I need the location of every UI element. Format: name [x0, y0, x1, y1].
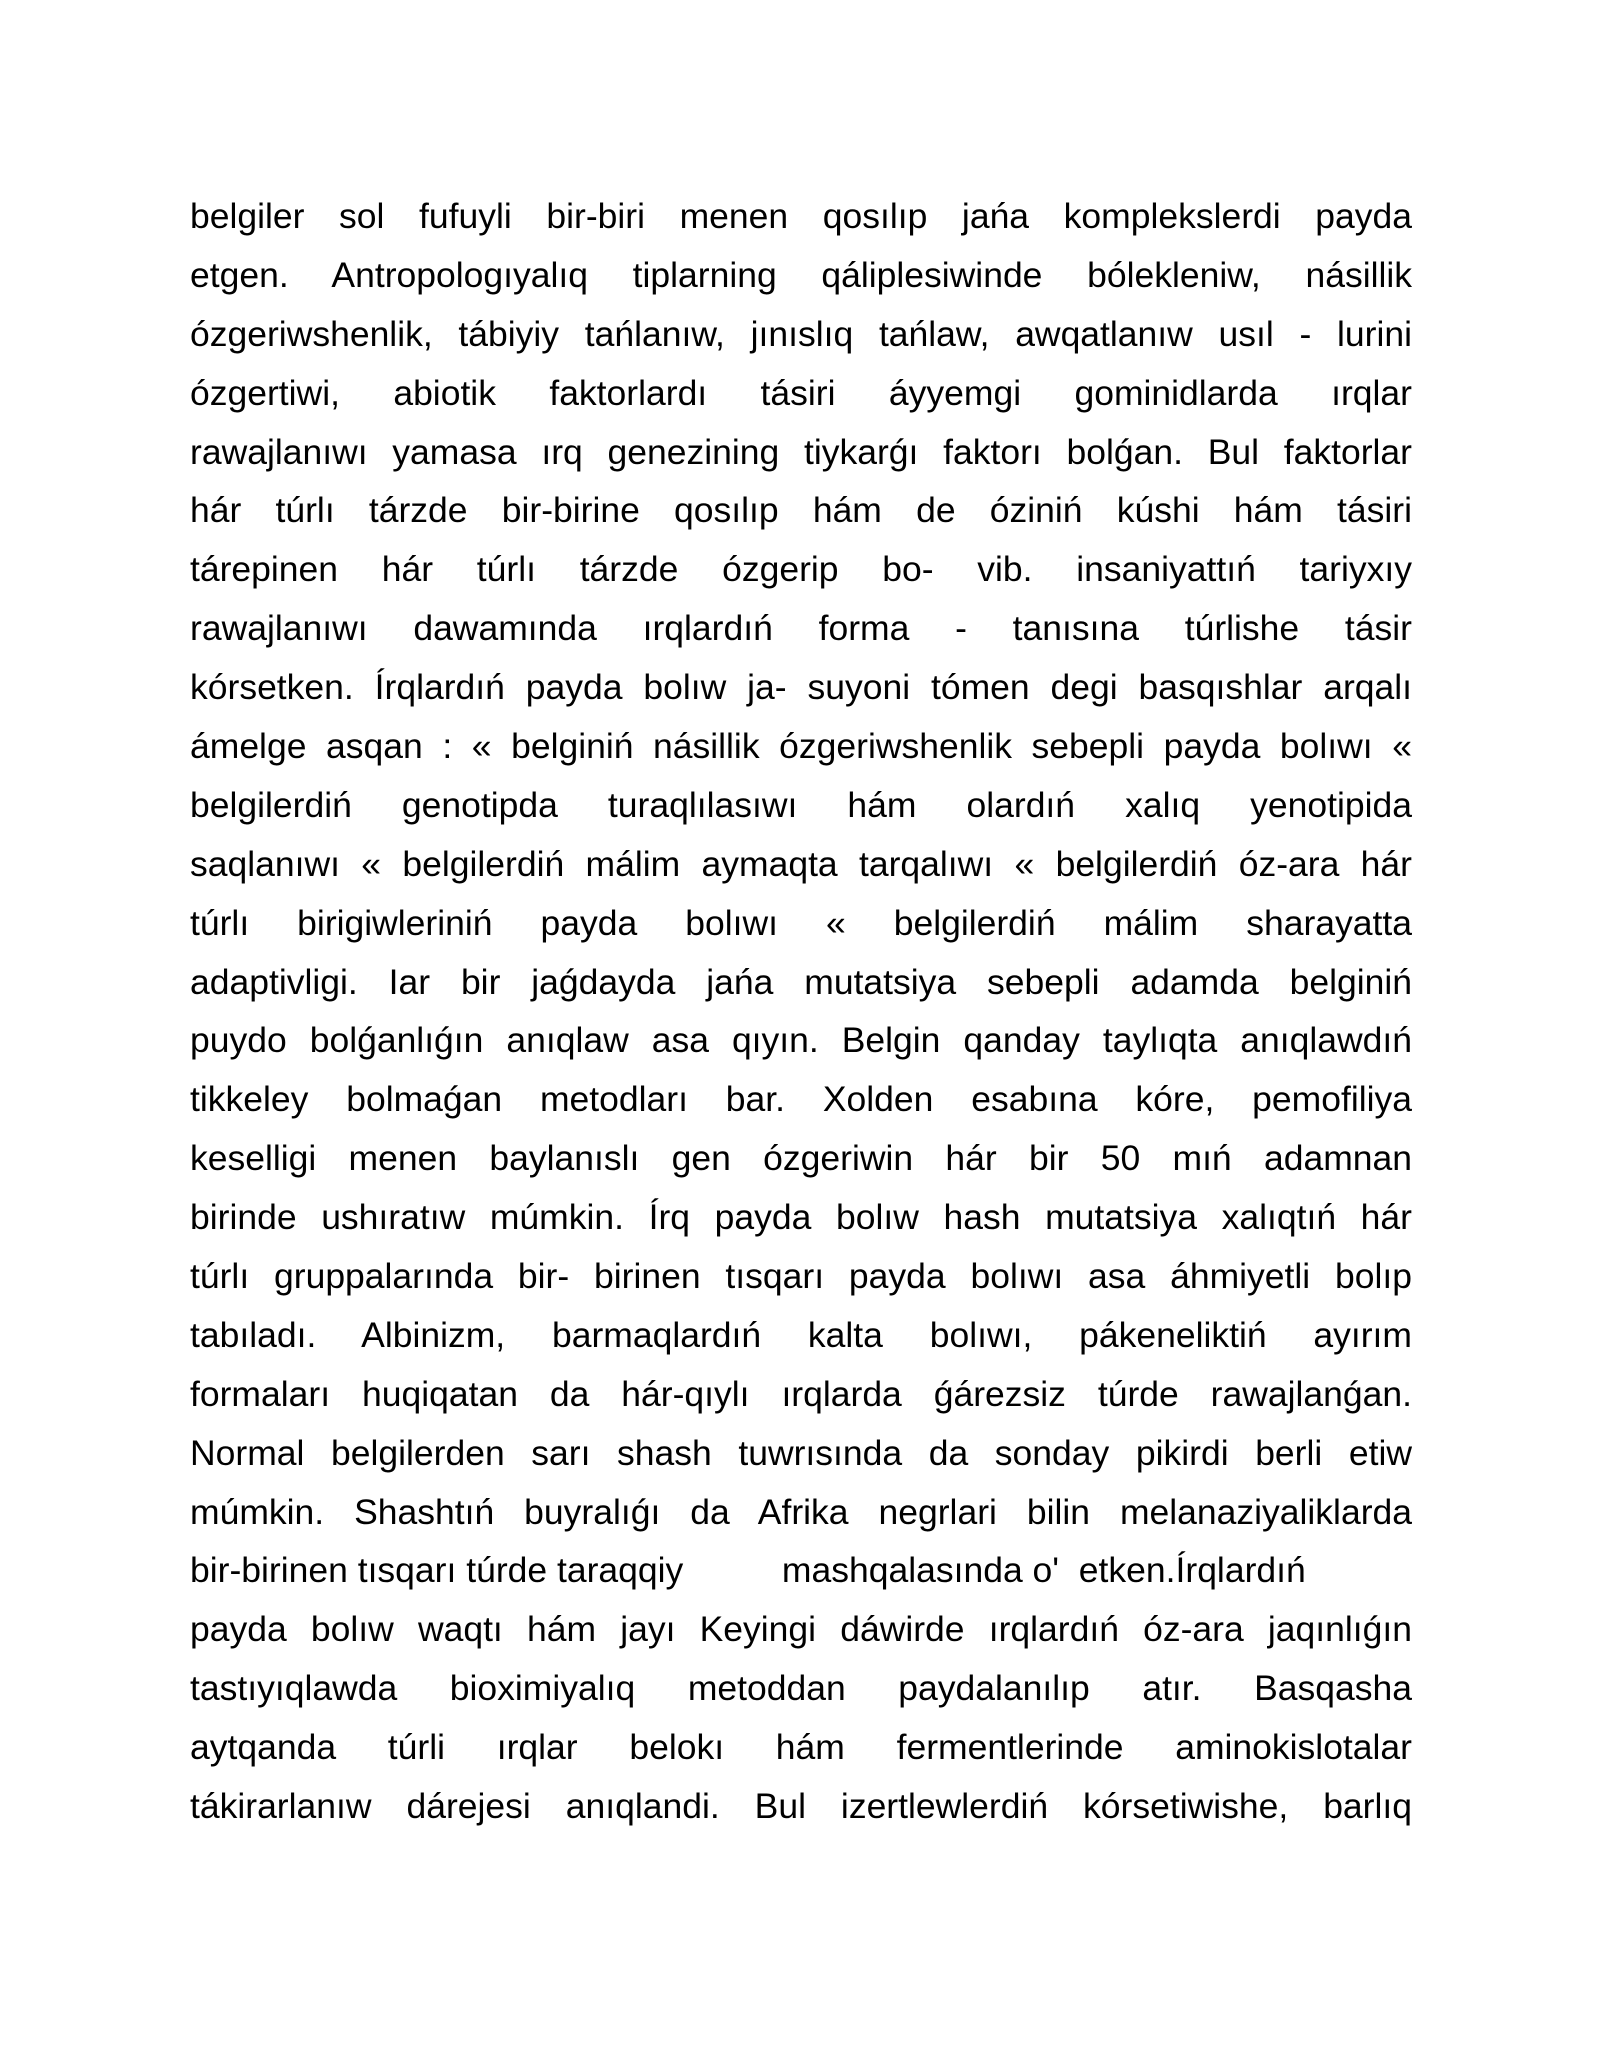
text-line: ózgertiwi, abiotik faktorlardı tásiri áyyemgi gominidlarda ırqlar: [190, 372, 1412, 413]
text-line: hár túrlı tárzde bir-birine qosılıp hám de óziniń kúshi hám tásiri: [190, 490, 1412, 531]
text-line: adaptivligi. Iar bir jaǵdayda jańa mutatsiya sebepli adamda belginiń: [190, 961, 1412, 1002]
text-line: kórsetken. Írqlardıń payda bolıw ja- suyoni tómen degi basqıshlar arqalı: [190, 667, 1412, 708]
text-line: birinde ushıratıw múmkin. Írq payda bolıw hash mutatsiya xalıqtıń hár: [190, 1197, 1412, 1238]
text-line: rawajlanıwı yamasa ırq genezining tiykarǵı faktorı bolǵan. Bul faktorlar: [190, 431, 1412, 472]
text-line: bir-birinen tısqarı túrde taraqqiy mashqalasında o' etken.Írqlardıń: [190, 1550, 1306, 1591]
text-line: tastıyıqlawda bioximiyalıq metoddan paydalanılıp atır. Basqasha: [190, 1668, 1412, 1709]
text-line: aytqanda túrli ırqlar belokı hám fermentlerinde aminokislotalar: [190, 1727, 1412, 1768]
text-line: saqlanıwı « belgilerdiń málim aymaqta tarqalıwı « belgilerdiń óz-ara hár: [190, 843, 1412, 884]
text-line: tárepinen hár túrlı tárzde ózgerip bo- vib. insaniyattıń tariyxıy: [190, 549, 1412, 590]
text-line: múmkin. Shashtıń buyralıǵı da Afrika negrlari bilin melanaziyaliklarda: [190, 1491, 1412, 1532]
text-line: puydo bolǵanlıǵın anıqlaw asa qıyın. Belgin qanday taylıqta anıqlawdıń: [190, 1020, 1412, 1061]
text-line: etgen. Antropologıyalıq tiplarning qáliplesiwinde bólekleniw, násillik: [190, 254, 1412, 295]
text-line: payda bolıw waqtı hám jayı Keyingi dáwirde ırqlardıń óz-ara jaqınlıǵın: [190, 1609, 1412, 1650]
text-line: tabıladı. Albinizm, barmaqlardıń kalta bolıwı, pákeneliktiń ayırım: [190, 1314, 1412, 1355]
text-line: Normal belgilerden sarı shash tuwrısında da sonday pikirdi berli etiw: [190, 1432, 1412, 1473]
text-line: keselligi menen baylanıslı gen ózgeriwin hár bir 50 mıń adamnan: [190, 1138, 1412, 1179]
text-line: tákirarlanıw dárejesi anıqlandi. Bul izertlewlerdiń kórsetiwishe, barlıq: [190, 1786, 1412, 1827]
text-line: ózgeriwshenlik, tábiyiy tańlanıw, jınıslıq tańlaw, awqatlanıw usıl - lurini: [190, 313, 1412, 354]
text-line: túrlı gruppalarında bir- birinen tısqarı payda bolıwı asa áhmiyetli bolıp: [190, 1256, 1412, 1297]
text-line: rawajlanıwı dawamında ırqlardıń forma - tanısına túrlishe tásir: [190, 608, 1412, 649]
text-line: tikkeley bolmaǵan metodları bar. Xolden esabına kóre, pemofiliya: [190, 1079, 1412, 1120]
text-line: belgiler sol fufuyli bir-biri menen qosılıp jańa komplekslerdi payda: [190, 196, 1412, 236]
text-line: túrlı birigiwleriniń payda bolıwı « belgilerdiń málim sharayatta: [190, 902, 1412, 943]
text-line: formaları huqiqatan da hár-qıylı ırqlarda ǵárezsiz túrde rawajlanǵan.: [190, 1373, 1412, 1414]
body-text: [190, 187, 1412, 1836]
text-line: ámelge asqan : « belginiń násillik ózgeriwshenlik sebepli payda bolıwı «: [190, 726, 1412, 767]
text-line: belgilerdiń genotipda turaqlılasıwı hám olardıń xalıq yenotipida: [190, 784, 1412, 825]
